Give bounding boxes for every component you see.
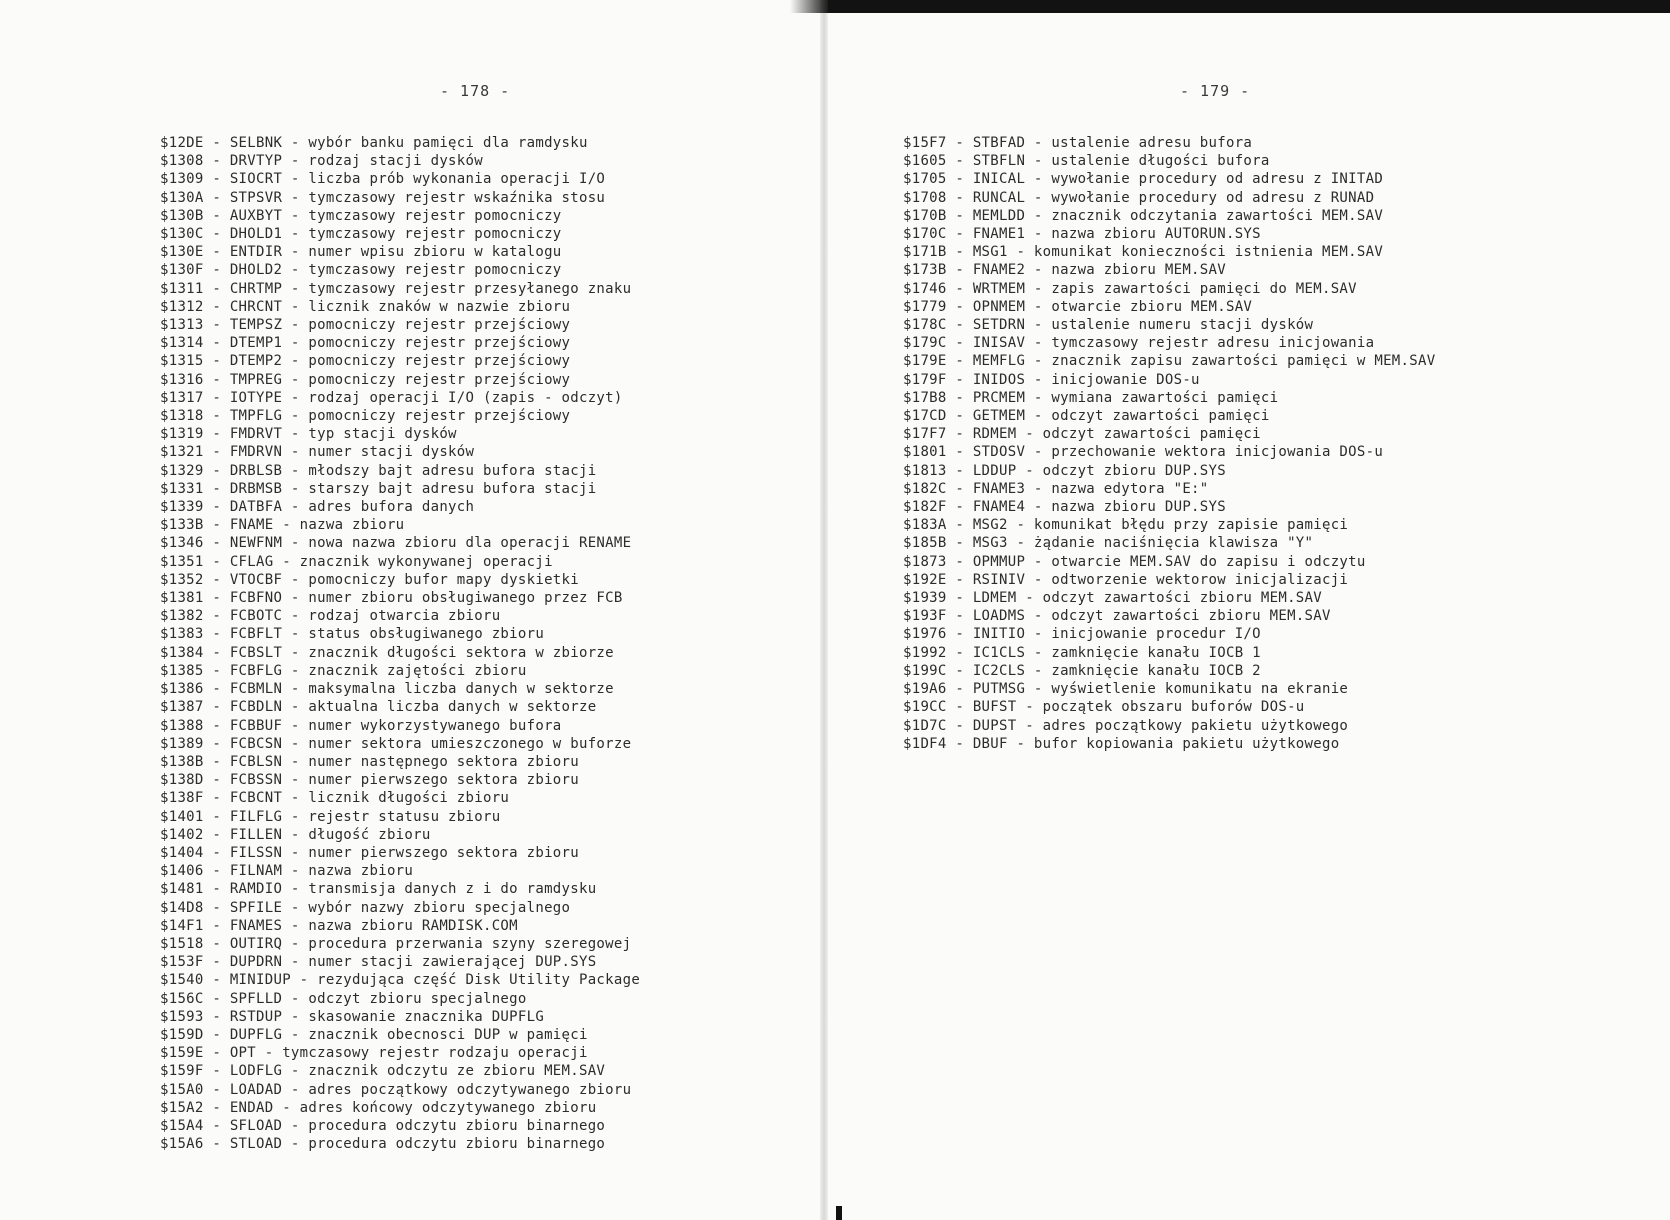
symbol-entry: $1605 - STBFLN - ustalenie długości bufora xyxy=(903,153,1270,170)
symbol-entry: $1976 - INITIO - inicjowanie procedur I/O xyxy=(903,626,1261,643)
symbol-entry: $15A6 - STLOAD - procedura odczytu zbioru binarnego xyxy=(160,1136,606,1153)
symbol-entry: $1992 - IC1CLS - zamknięcie kanału IOCB 1 xyxy=(903,644,1261,661)
symbol-entry: $1385 - FCBFLG - znacznik zajętości zbioru xyxy=(160,662,527,679)
symbol-entry: $130E - ENTDIR - numer wpisu zbioru w katalogu xyxy=(160,244,562,261)
symbol-entry: $1779 - OPNMEM - otwarcie zbioru MEM.SAV xyxy=(903,298,1253,315)
symbol-entry: $1314 - DTEMP1 - pomocniczy rejestr przejściowy xyxy=(160,335,571,352)
symbol-entry: $156C - SPFLLD - odczyt zbioru specjalnego xyxy=(160,990,527,1007)
symbol-entry: $1318 - TMPFLG - pomocniczy rejestr przejściowy xyxy=(160,408,571,425)
symbol-entry: $138B - FCBLSN - numer następnego sektora zbioru xyxy=(160,753,579,770)
symbol-entry: $1DF4 - DBUF - bufor kopiowania pakietu użytkowego xyxy=(903,735,1340,752)
symbol-entry: $1387 - FCBDLN - aktualna liczba danych w sektorze xyxy=(160,699,597,716)
symbol-entry: $1384 - FCBSLT - znacznik długości sektora w zbiorze xyxy=(160,644,614,661)
symbol-entry: $1383 - FCBFLT - status obsługiwanego zbioru xyxy=(160,626,545,643)
symbol-entry: $185B - MSG3 - żądanie naciśnięcia klawisza "Y" xyxy=(903,535,1314,552)
symbol-entry: $1404 - FILSSN - numer pierwszego sektora zbioru xyxy=(160,844,579,861)
symbol-entry: $1346 - NEWFNM - nowa nazwa zbioru dla operacji RENAME xyxy=(160,535,632,552)
symbol-entry: $1705 - INICAL - wywołanie procedury od adresu z INITAD xyxy=(903,171,1384,188)
symbol-entry: $15A4 - SFLOAD - procedura odczytu zbioru binarnego xyxy=(160,1117,606,1134)
symbol-entry: $130F - DHOLD2 - tymczasowy rejestr pomocniczy xyxy=(160,262,562,279)
symbol-entry: $17B8 - PRCMEM - wymiana zawartości pamięci xyxy=(903,389,1279,406)
symbol-entry: $170B - MEMLDD - znacznik odczytania zawartości MEM.SAV xyxy=(903,207,1384,224)
symbol-entry: $173B - FNAME2 - nazwa zbioru MEM.SAV xyxy=(903,262,1226,279)
symbol-entry: $1312 - CHRCNT - licznik znaków w nazwie zbioru xyxy=(160,298,571,315)
symbol-entry: $17CD - GETMEM - odczyt zawartości pamięci xyxy=(903,408,1270,425)
symbol-entry: $15F7 - STBFAD - ustalenie adresu bufora xyxy=(903,135,1253,151)
symbol-entry: $130B - AUXBYT - tymczasowy rejestr pomocniczy xyxy=(160,207,562,224)
symbol-entry: $1381 - FCBFNO - numer zbioru obsługiwanego przez FCB xyxy=(160,590,623,607)
symbol-entry: $182F - FNAME4 - nazwa zbioru DUP.SYS xyxy=(903,499,1226,516)
symbol-entry: $1321 - FMDRVN - numer stacji dysków xyxy=(160,444,475,461)
symbol-entry: $178C - SETDRN - ustalenie numeru stacji dysków xyxy=(903,317,1314,334)
book-spine xyxy=(820,0,828,1220)
symbol-entry: $170C - FNAME1 - nazwa zbioru AUTORUN.SYS xyxy=(903,226,1261,243)
right-page xyxy=(828,0,1670,1220)
page-number: - 179 - xyxy=(1180,82,1251,100)
symbol-entry: $130C - DHOLD1 - tymczasowy rejestr pomocniczy xyxy=(160,226,562,243)
symbol-entry: $19CC - BUFST - początek obszaru buforów DOS-u xyxy=(903,699,1305,716)
symbol-entry: $179C - INISAV - tymczasowy rejestr adresu inicjowania xyxy=(903,335,1375,352)
symbol-entry: $1388 - FCBBUF - numer wykorzystywanego bufora xyxy=(160,717,562,734)
symbol-entry: $1329 - DRBLSB - młodszy bajt adresu bufora stacji xyxy=(160,462,597,479)
symbol-entry: $1593 - RSTDUP - skasowanie znacznika DUPFLG xyxy=(160,1008,545,1025)
symbol-entry: $14D8 - SPFILE - wybór nazwy zbioru specjalnego xyxy=(160,899,571,916)
symbol-entry: $182C - FNAME3 - nazwa edytora "E:" xyxy=(903,480,1209,497)
symbol-entry: $1309 - SIOCRT - liczba prób wykonania operacji I/O xyxy=(160,171,606,188)
symbol-entry: $1708 - RUNCAL - wywołanie procedury od adresu z RUNAD xyxy=(903,189,1375,206)
symbol-entry: $1801 - STDOSV - przechowanie wektora inicjowania DOS-u xyxy=(903,444,1384,461)
symbol-entry: $1406 - FILNAM - nazwa zbioru xyxy=(160,863,414,880)
symbol-entry: $1317 - IOTYPE - rodzaj operacji I/O (zapis - odczyt) xyxy=(160,389,623,406)
left-page xyxy=(0,0,820,1220)
symbol-entry: $17F7 - RDMEM - odczyt zawartości pamięci xyxy=(903,426,1261,443)
symbol-entry: $1316 - TMPREG - pomocniczy rejestr przejściowy xyxy=(160,371,571,388)
symbol-entry: $15A0 - LOADAD - adres początkowy odczytywanego zbioru xyxy=(160,1081,632,1098)
symbol-entry: $179E - MEMFLG - znacznik zapisu zawartości pamięci w MEM.SAV xyxy=(903,353,1436,370)
symbol-entry: $1339 - DATBFA - adres bufora danych xyxy=(160,499,475,516)
symbol-entry: $1308 - DRVTYP - rodzaj stacji dysków xyxy=(160,153,483,170)
symbol-entry: $130A - STPSVR - tymczasowy rejestr wskaźnika stosu xyxy=(160,189,606,206)
symbol-entry: $1D7C - DUPST - adres początkowy pakietu użytkowego xyxy=(903,717,1349,734)
symbol-entry: $159E - OPT - tymczasowy rejestr rodzaju operacji xyxy=(160,1045,588,1062)
symbol-entry: $19A6 - PUTMSG - wyświetlenie komunikatu na ekranie xyxy=(903,681,1349,698)
symbol-entry: $153F - DUPDRN - numer stacji zawierającej DUP.SYS xyxy=(160,954,597,971)
symbol-entry: $1331 - DRBMSB - starszy bajt adresu bufora stacji xyxy=(160,480,597,497)
symbol-entry: $1518 - OUTIRQ - procedura przerwania szyny szeregowej xyxy=(160,935,632,952)
symbol-entry: $1351 - CFLAG - znacznik wykonywanej operacji xyxy=(160,553,553,570)
symbol-entry: $14F1 - FNAMES - nazwa zbioru RAMDISK.COM xyxy=(160,917,518,934)
symbol-entry: $171B - MSG1 - komunikat konieczności istnienia MEM.SAV xyxy=(903,244,1384,261)
symbol-entry: $179F - INIDOS - inicjowanie DOS-u xyxy=(903,371,1200,388)
symbol-entry: $1319 - FMDRVT - typ stacji dysków xyxy=(160,426,457,443)
symbol-entry: $12DE - SELBNK - wybór banku pamięci dla ramdysku xyxy=(160,135,588,151)
symbol-entry: $15A2 - ENDAD - adres końcowy odczytywanego zbioru xyxy=(160,1099,597,1116)
symbol-list xyxy=(160,134,640,1153)
symbol-entry: $1352 - VTOCBF - pomocniczy bufor mapy dyskietki xyxy=(160,571,579,588)
symbol-entry: $1386 - FCBMLN - maksymalna liczba danych w sektorze xyxy=(160,681,614,698)
symbol-list xyxy=(903,134,1435,753)
symbol-entry: $138D - FCBSSN - numer pierwszego sektora zbioru xyxy=(160,772,579,789)
symbol-entry: $1313 - TEMPSZ - pomocniczy rejestr przejściowy xyxy=(160,317,571,334)
symbol-entry: $1315 - DTEMP2 - pomocniczy rejestr przejściowy xyxy=(160,353,571,370)
symbol-entry: $1311 - CHRTMP - tymczasowy rejestr przesyłanego znaku xyxy=(160,280,632,297)
symbol-entry: $1746 - WRTMEM - zapis zawartości pamięci do MEM.SAV xyxy=(903,280,1357,297)
symbol-entry: $183A - MSG2 - komunikat błędu przy zapisie pamięci xyxy=(903,517,1349,534)
symbol-entry: $1481 - RAMDIO - transmisja danych z i do ramdysku xyxy=(160,881,597,898)
symbol-entry: $1389 - FCBCSN - numer sektora umieszczonego w buforze xyxy=(160,735,632,752)
symbol-entry: $193F - LOADMS - odczyt zawartości zbioru MEM.SAV xyxy=(903,608,1331,625)
symbol-entry: $1401 - FILFLG - rejestr statusu zbioru xyxy=(160,808,501,825)
symbol-entry: $199C - IC2CLS - zamknięcie kanału IOCB 2 xyxy=(903,662,1261,679)
symbol-entry: $1402 - FILLEN - długość zbioru xyxy=(160,826,431,843)
symbol-entry: $1939 - LDMEM - odczyt zawartości zbioru MEM.SAV xyxy=(903,590,1322,607)
symbol-entry: $1382 - FCBOTC - rodzaj otwarcia zbioru xyxy=(160,608,501,625)
symbol-entry: $159D - DUPFLG - znacznik obecnosci DUP w pamięci xyxy=(160,1026,588,1043)
symbol-entry: $192E - RSINIV - odtworzenie wektorow inicjalizacji xyxy=(903,571,1349,588)
symbol-entry: $1813 - LDDUP - odczyt zbioru DUP.SYS xyxy=(903,462,1226,479)
symbol-entry: $138F - FCBCNT - licznik długości zbioru xyxy=(160,790,510,807)
symbol-entry: $159F - LODFLG - znacznik odczytu ze zbioru MEM.SAV xyxy=(160,1063,606,1080)
page-number: - 178 - xyxy=(440,82,511,100)
symbol-entry: $1873 - OPMMUP - otwarcie MEM.SAV do zapisu i odczytu xyxy=(903,553,1366,570)
symbol-entry: $1540 - MINIDUP - rezydująca część Disk Utility Package xyxy=(160,972,641,989)
symbol-entry: $133B - FNAME - nazwa zbioru xyxy=(160,517,405,534)
